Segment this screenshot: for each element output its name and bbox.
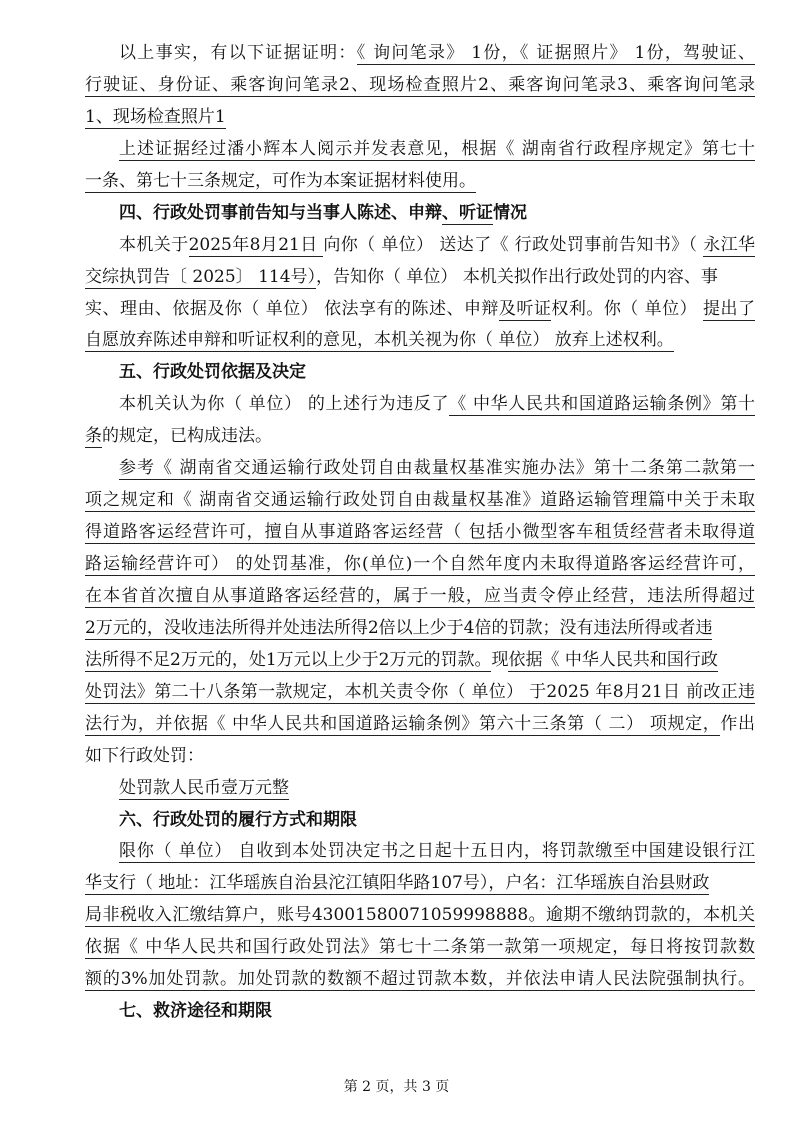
underlined-text: 一条、第七十三条规定，可作为本案证据材料使用。 <box>85 170 476 191</box>
text-line <box>85 325 755 357</box>
text-line <box>85 294 755 326</box>
underlined-text: 交综执罚告〔 2025〕 114号） <box>85 266 317 287</box>
text-line <box>85 581 755 613</box>
text-line <box>85 868 755 900</box>
section-heading <box>85 996 755 1028</box>
text-segment: 实、理由、依据及你（ 单位） 依法享有的陈述、申辩 <box>85 298 499 319</box>
text-segment: 现 <box>491 649 509 670</box>
text-line <box>85 485 755 517</box>
underlined-text: 法所得不足2万元的，处1万元以上少于2万元的罚款。 <box>85 649 492 670</box>
text-line <box>85 166 755 198</box>
underlined-text: 限你（ 单位） 自收到本处罚决定书之日起十五日内，将罚款缴至中国建设银行江 <box>119 841 755 862</box>
underlined-text: 额的3%加处罚款。加处罚款的数额不超过罚款本数，并依法申请人民法院强制执行。 <box>85 969 755 990</box>
text-segment: 五、行政处罚依据及决定 <box>119 362 306 383</box>
underlined-text: 《 询问笔录》 1份，《 证据照片》 1份，驾驶证、 <box>356 43 755 63</box>
underlined-text: 《 中华人民共和国道路运输条例》第十 <box>449 394 755 415</box>
text-line <box>85 102 755 134</box>
text-line <box>85 421 755 453</box>
text-line <box>85 134 755 166</box>
text-segment: 本机关认为你（ 单位） 的上述行为违反了 <box>119 394 450 415</box>
text-line <box>85 70 755 102</box>
text-line <box>85 262 755 294</box>
underlined-text: 依据《 中华人民共和国行政处罚法》第七十二条第一款第一项规定，每日将按罚款数 <box>85 937 755 958</box>
underlined-text: 1、现场检查照片1 <box>85 106 226 127</box>
underlined-text: 得道路客运经营许可，擅自从事道路客运经营（ 包括小微型客车租赁经营者未取得道 <box>85 522 755 543</box>
document-body <box>85 38 755 1028</box>
underlined-text: 并依据《 中华人民共和国道路运输条例》第六十三条第（ 二） 项规定， <box>155 713 721 734</box>
text-line <box>85 741 755 773</box>
text-segment: 四、行政处罚事前告知与当事人陈述、申辩 <box>119 202 442 223</box>
underlined-text: 华支行（ 地址：江华瑶族自治县沱江镇阳华路107号），户名：江华瑶族自治县财政 <box>85 873 710 894</box>
underlined-text: 在本省首次擅自从事道路客运经营的，属于一般，应当责令停止经营，违法所得超过 <box>85 585 755 606</box>
text-line <box>85 549 755 581</box>
underlined-text: 永江华 <box>703 234 755 255</box>
underlined-text: 2025年8月21日 <box>188 234 324 255</box>
underlined-text: 、听证 <box>442 202 493 223</box>
text-line <box>85 645 755 677</box>
text-line <box>85 38 755 70</box>
text-segment: 情况 <box>493 202 527 223</box>
text-line <box>85 389 755 421</box>
text-line <box>85 900 755 932</box>
underlined-text: 提出了 <box>703 298 755 319</box>
underlined-text: 2万元的，没收违法所得并处违法所得2倍以上少于4倍的罚款；没有违法所得或者违 <box>85 617 713 638</box>
text-segment: ，告知你（ 单位） 本机关拟作出行政处罚的内容、事 <box>316 266 718 287</box>
underlined-text: 行驶证、身份证、乘客询问笔录2、现场检查照片2、乘客询问笔录3、乘客询问笔录 <box>85 74 755 95</box>
text-line <box>85 709 755 741</box>
text-segment: 如下行政处罚： <box>85 745 204 766</box>
text-segment: 六、行政处罚的履行方式和期限 <box>119 809 357 830</box>
section-heading <box>85 198 755 230</box>
underlined-text: 处罚法》第二十八条第一款规定，本机关责令你（ 单位） 于2025 年8月21日 前改正违 <box>85 681 755 702</box>
underlined-text: 法行为， <box>85 713 156 734</box>
underlined-text: 局非税收入汇缴结算户，账号43001580071059998888。逾期不缴纳罚款的，本机关 <box>85 905 755 932</box>
page-number: 第 2 页，共 3 页 <box>343 1079 450 1095</box>
underlined-text: 处罚款人民币壹万元整 <box>119 777 289 798</box>
text-line <box>85 773 755 805</box>
text-segment: 以上事实，有以下证据证明： <box>119 43 357 63</box>
text-line <box>85 613 755 645</box>
text-segment: 作出 <box>720 713 755 734</box>
text-line <box>85 517 755 549</box>
text-line <box>85 230 755 262</box>
text-segment: 本机关于 <box>119 234 189 255</box>
text-segment: 向你（ 单位） 送达了《 行政处罚事前告知书》（ <box>323 234 704 255</box>
underlined-text: 路运输经营许可） 的处罚基准，你(单位)一个自然年度内未取得道路客运经营许可， <box>85 554 755 574</box>
underlined-text: 条 <box>85 426 102 447</box>
underlined-text: 项之规定和《 湖南省交通运输行政处罚自由裁量权基准》道路运输管理篇中关于未取 <box>85 490 755 511</box>
text-line <box>85 677 755 709</box>
underlined-text: 依据《 中华人民共和国行政 <box>508 649 718 670</box>
section-heading <box>85 805 755 837</box>
text-segment: 的规定，已构成违法。 <box>102 426 272 447</box>
text-line <box>85 453 755 485</box>
text-line <box>85 932 755 964</box>
text-segment: 权利。你（ 单位） <box>551 298 704 319</box>
underlined-text: 及听证 <box>498 298 552 319</box>
text-segment: 七、救济途径和期限 <box>119 1001 272 1022</box>
section-heading <box>85 357 755 389</box>
text-line <box>85 964 755 996</box>
underlined-text: 自愿放弃陈述申辩和听证权利的意见，本机关视为你（ 单位） 放弃上述权利。 <box>85 330 674 351</box>
text-line <box>85 836 755 868</box>
underlined-text: 上述证据经过潘小辉本人阅示并发表意见，根据《 湖南省行政程序规定》第七十 <box>119 138 755 159</box>
underlined-text: 参考《 湖南省交通运输行政处罚自由裁量权基准实施办法》第十二条第二款第一 <box>119 458 755 479</box>
